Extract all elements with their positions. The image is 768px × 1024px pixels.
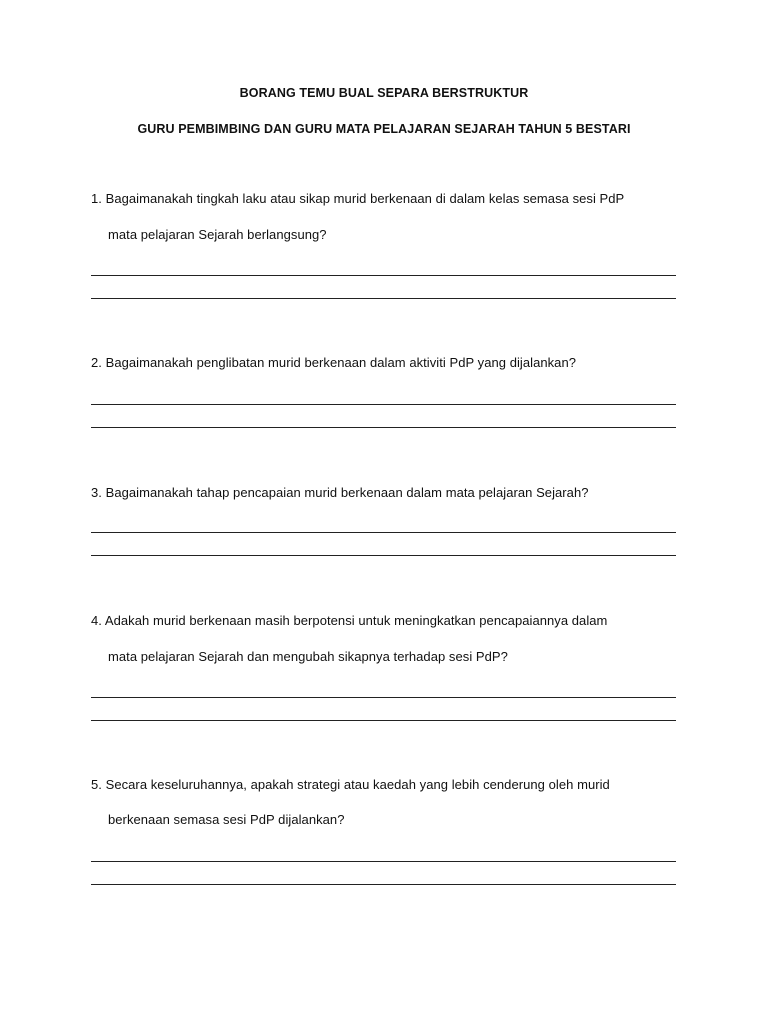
question-5-text: 5. Secara keseluruhannya, apakah strategi atau kaedah yang lebih cenderung oleh murid [91,777,610,792]
question-5-text-continued: berkenaan semasa sesi PdP dijalankan? [108,812,345,827]
question-1-answer-line-1[interactable] [91,275,676,276]
question-4-text: 4. Adakah murid berkenaan masih berpotensi untuk meningkatkan pencapaiannya dalam [91,613,608,628]
question-4-answer-line-1[interactable] [91,697,676,698]
question-5-answer-line-2[interactable] [91,884,676,885]
question-1-answer-line-2[interactable] [91,298,676,299]
question-2-answer-line-1[interactable] [91,404,676,405]
question-3-answer-line-2[interactable] [91,555,676,556]
question-5-answer-line-1[interactable] [91,861,676,862]
question-1-text: 1. Bagaimanakah tingkah laku atau sikap murid berkenaan di dalam kelas semasa sesi PdP [91,191,625,206]
question-3-answer-line-1[interactable] [91,532,676,533]
question-1-text-continued: mata pelajaran Sejarah berlangsung? [108,227,327,242]
form-title: BORANG TEMU BUAL SEPARA BERSTRUKTUR [239,86,529,100]
question-2-text: 2. Bagaimanakah penglibatan murid berkenaan dalam aktiviti PdP yang dijalankan? [91,355,577,370]
question-3-text: 3. Bagaimanakah tahap pencapaian murid berkenaan dalam mata pelajaran Sejarah? [91,485,589,500]
question-4-answer-line-2[interactable] [91,720,676,721]
form-subtitle: GURU PEMBIMBING DAN GURU MATA PELAJARAN SEJARAH TAHUN 5 BESTARI [137,122,631,136]
question-2-answer-line-2[interactable] [91,427,676,428]
question-4-text-continued: mata pelajaran Sejarah dan mengubah sikapnya terhadap sesi PdP? [108,649,508,664]
